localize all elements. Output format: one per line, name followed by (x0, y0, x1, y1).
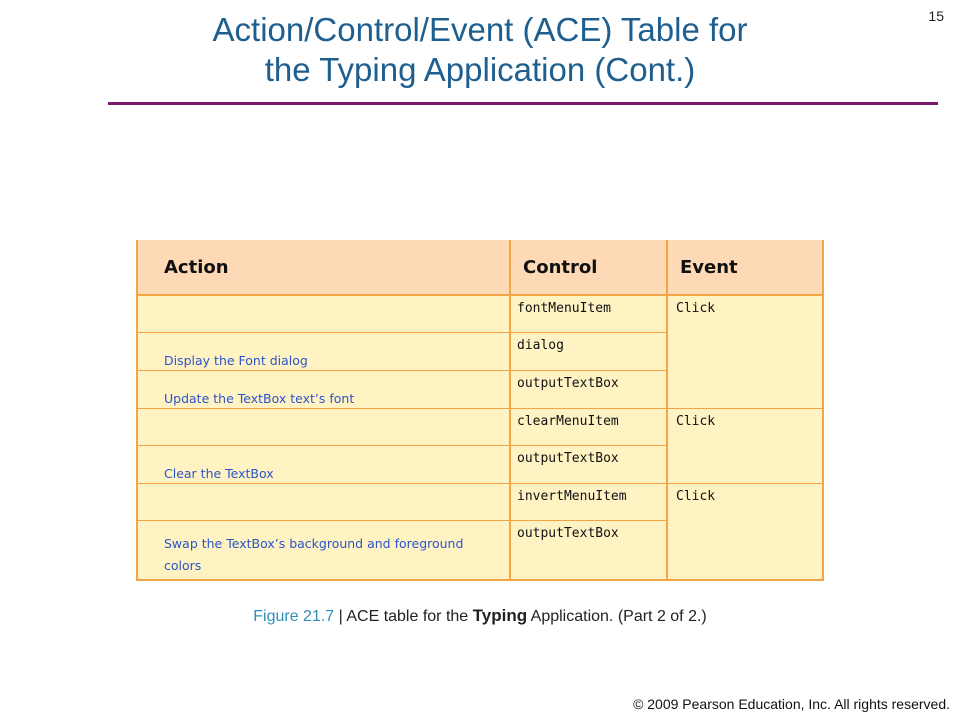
caption-app-name: Typing (472, 606, 528, 625)
action-cell (137, 332, 510, 370)
title-line-2-prefix: the (264, 51, 320, 88)
event-cell: Click (667, 483, 823, 580)
action-text: Clear the TextBox (164, 465, 274, 481)
title-line-1: Action/Control/Event (ACE) Table for (212, 11, 748, 48)
header-action: Action (137, 240, 510, 295)
figure-caption (0, 606, 960, 626)
table-row (137, 483, 823, 520)
copyright-notice: © 2009 Pearson Education, Inc. All rights reserved. (633, 696, 950, 712)
ace-table (136, 240, 824, 581)
header-event: Event (667, 240, 823, 295)
table-row (137, 295, 823, 332)
control-cell: invertMenuItem (510, 483, 667, 520)
action-cell (137, 445, 510, 483)
title-line-2-suffix: Application (Cont.) (416, 51, 696, 88)
figure-number: Figure 21.7 (253, 608, 335, 625)
control-cell: outputTextBox (510, 445, 667, 483)
slide-title (100, 10, 860, 90)
event-cell: Click (667, 408, 823, 483)
control-cell: clearMenuItem (510, 408, 667, 445)
header-control: Control (510, 240, 667, 295)
caption-text-after: Application. (Part 2 of 2.) (527, 608, 707, 625)
action-cell (137, 295, 510, 332)
caption-text-before: ACE table for the (346, 608, 473, 625)
action-text: Swap the TextBox’s background and foreground colors (164, 535, 464, 573)
action-text: Update the TextBox text’s font (164, 390, 355, 406)
control-cell: fontMenuItem (510, 295, 667, 332)
caption-separator: | (334, 608, 347, 625)
table-row (137, 408, 823, 445)
action-cell (137, 408, 510, 445)
control-cell: outputTextBox (510, 520, 667, 580)
table-header-row (137, 240, 823, 295)
page-number: 15 (928, 8, 944, 24)
control-cell: outputTextBox (510, 370, 667, 408)
action-cell (137, 520, 510, 580)
control-cell: dialog (510, 332, 667, 370)
title-app-name: Typing (319, 51, 417, 88)
title-line-2 (100, 50, 860, 90)
title-divider (108, 102, 938, 105)
action-cell (137, 370, 510, 408)
action-cell (137, 483, 510, 520)
action-text: Display the Font dialog (164, 352, 308, 368)
event-cell: Click (667, 295, 823, 408)
